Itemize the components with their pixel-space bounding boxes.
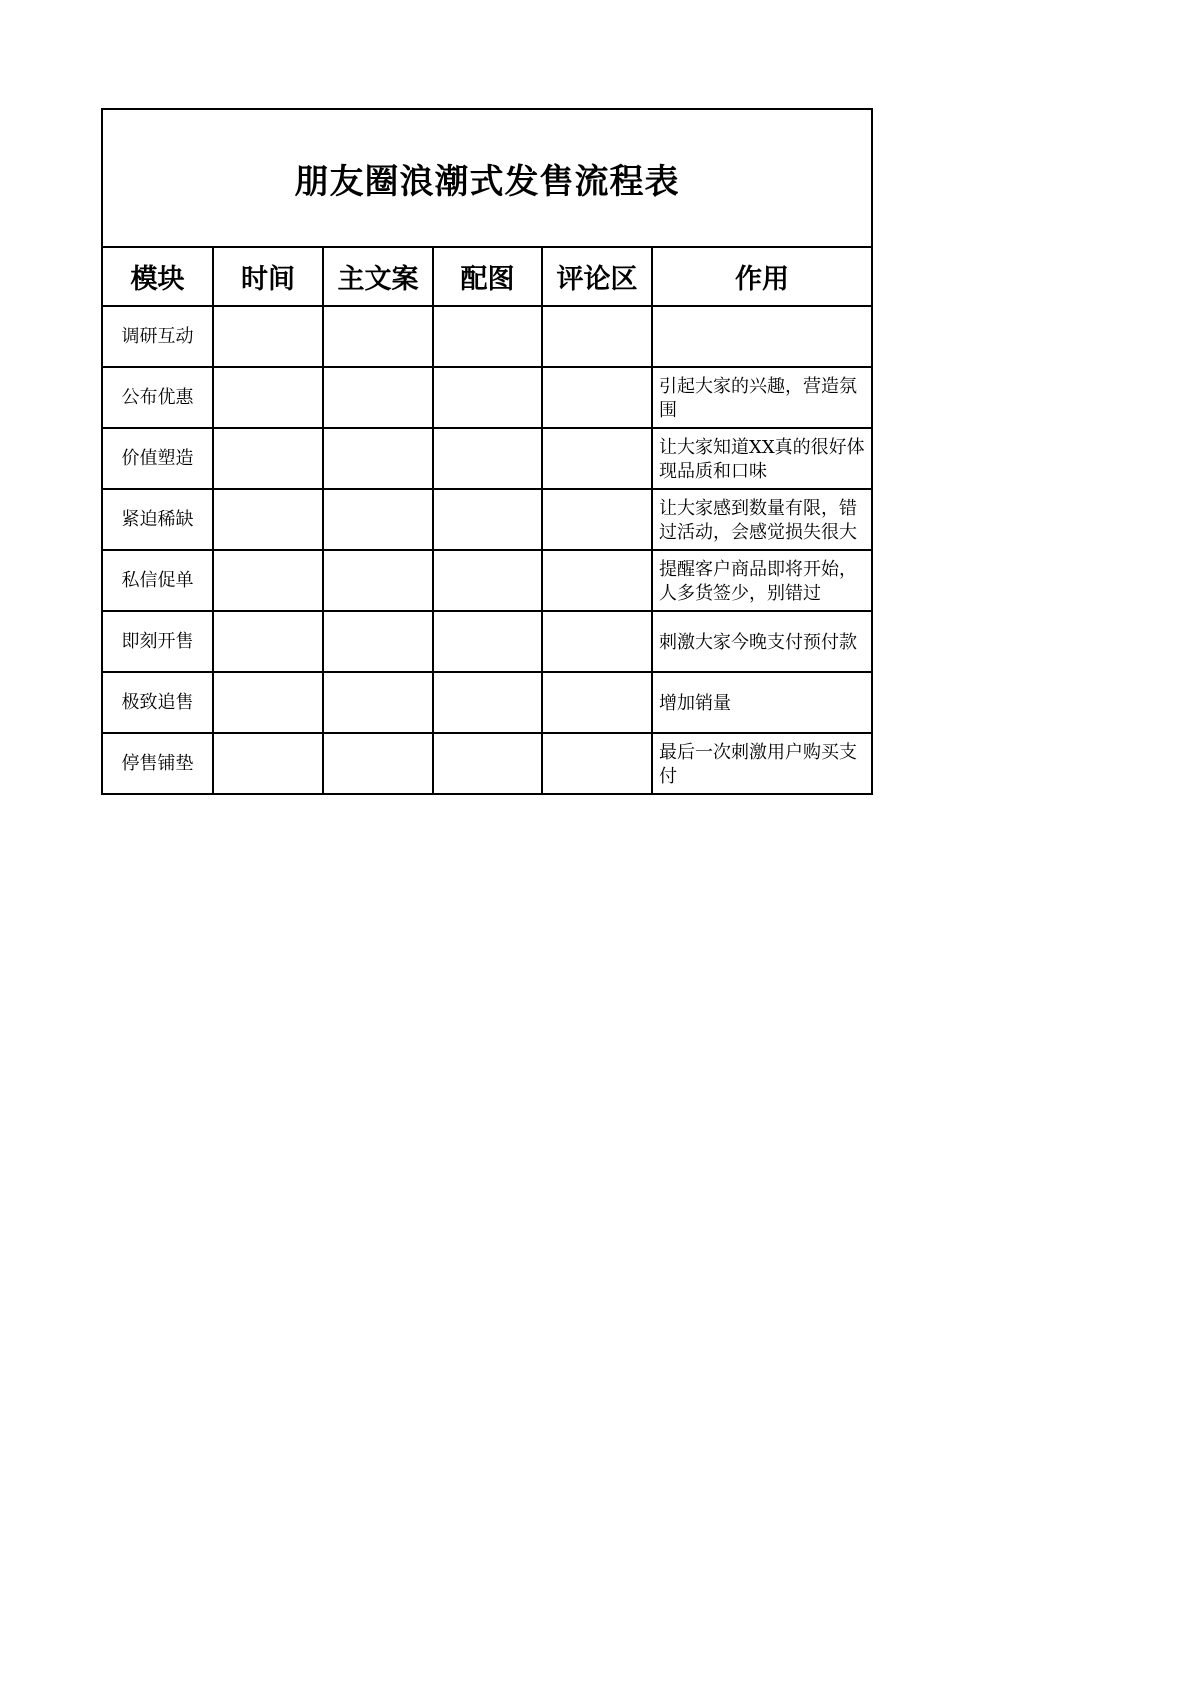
flow-table bbox=[103, 110, 871, 793]
comments-cell[interactable] bbox=[542, 733, 652, 793]
main-copy-cell[interactable] bbox=[323, 672, 433, 733]
title-row bbox=[103, 110, 871, 247]
effect-text: 刺激大家今晚支付预付款 bbox=[659, 631, 857, 653]
time-cell[interactable] bbox=[213, 733, 323, 793]
table-row bbox=[103, 611, 871, 672]
table-row bbox=[103, 428, 871, 489]
effect-cell bbox=[652, 672, 871, 733]
image-cell[interactable] bbox=[433, 733, 542, 793]
effect-text: 最后一次刺激用户购买支付 bbox=[659, 741, 857, 787]
header-main-copy: 主文案 bbox=[323, 247, 433, 306]
main-copy-cell[interactable] bbox=[323, 550, 433, 611]
image-cell[interactable] bbox=[433, 306, 542, 367]
image-cell[interactable] bbox=[433, 428, 542, 489]
effect-cell bbox=[652, 489, 871, 550]
main-copy-cell[interactable] bbox=[323, 428, 433, 489]
image-cell[interactable] bbox=[433, 672, 542, 733]
table-row bbox=[103, 367, 871, 428]
module-cell: 紧迫稀缺 bbox=[103, 489, 213, 550]
time-cell[interactable] bbox=[213, 367, 323, 428]
flow-table-sheet bbox=[101, 108, 873, 795]
table-row bbox=[103, 550, 871, 611]
image-cell[interactable] bbox=[433, 489, 542, 550]
comments-cell[interactable] bbox=[542, 428, 652, 489]
table-row bbox=[103, 672, 871, 733]
main-copy-cell[interactable] bbox=[323, 367, 433, 428]
effect-cell bbox=[652, 550, 871, 611]
table-row bbox=[103, 306, 871, 367]
effect-cell bbox=[652, 611, 871, 672]
module-cell: 即刻开售 bbox=[103, 611, 213, 672]
header-row bbox=[103, 247, 871, 306]
module-cell: 公布优惠 bbox=[103, 367, 213, 428]
effect-cell bbox=[652, 428, 871, 489]
header-module: 模块 bbox=[103, 247, 213, 306]
time-cell[interactable] bbox=[213, 611, 323, 672]
time-cell[interactable] bbox=[213, 550, 323, 611]
table-row bbox=[103, 733, 871, 793]
table-title: 朋友圈浪潮式发售流程表 bbox=[103, 110, 871, 247]
module-cell: 私信促单 bbox=[103, 550, 213, 611]
image-cell[interactable] bbox=[433, 611, 542, 672]
comments-cell[interactable] bbox=[542, 611, 652, 672]
header-effect: 作用 bbox=[652, 247, 871, 306]
table-row bbox=[103, 489, 871, 550]
effect-cell bbox=[652, 306, 871, 367]
main-copy-cell[interactable] bbox=[323, 489, 433, 550]
module-cell: 停售铺垫 bbox=[103, 733, 213, 793]
module-cell: 价值塑造 bbox=[103, 428, 213, 489]
effect-cell bbox=[652, 367, 871, 428]
effect-text: 让大家知道XX真的很好体现品质和口味 bbox=[659, 436, 865, 482]
effect-text: 增加销量 bbox=[659, 692, 731, 714]
time-cell[interactable] bbox=[213, 428, 323, 489]
header-comments: 评论区 bbox=[542, 247, 652, 306]
effect-text: 提醒客户商品即将开始，人多货签少，别错过 bbox=[659, 558, 857, 604]
time-cell[interactable] bbox=[213, 306, 323, 367]
image-cell[interactable] bbox=[433, 367, 542, 428]
header-time: 时间 bbox=[213, 247, 323, 306]
main-copy-cell[interactable] bbox=[323, 306, 433, 367]
header-image: 配图 bbox=[433, 247, 542, 306]
time-cell[interactable] bbox=[213, 489, 323, 550]
comments-cell[interactable] bbox=[542, 306, 652, 367]
comments-cell[interactable] bbox=[542, 489, 652, 550]
main-copy-cell[interactable] bbox=[323, 733, 433, 793]
comments-cell[interactable] bbox=[542, 550, 652, 611]
effect-text: 引起大家的兴趣，营造氛围 bbox=[659, 375, 857, 421]
module-cell: 调研互动 bbox=[103, 306, 213, 367]
effect-text: 让大家感到数量有限，错过活动，会感觉损失很大 bbox=[659, 497, 857, 543]
main-copy-cell[interactable] bbox=[323, 611, 433, 672]
comments-cell[interactable] bbox=[542, 672, 652, 733]
image-cell[interactable] bbox=[433, 550, 542, 611]
effect-cell bbox=[652, 733, 871, 793]
time-cell[interactable] bbox=[213, 672, 323, 733]
comments-cell[interactable] bbox=[542, 367, 652, 428]
module-cell: 极致追售 bbox=[103, 672, 213, 733]
